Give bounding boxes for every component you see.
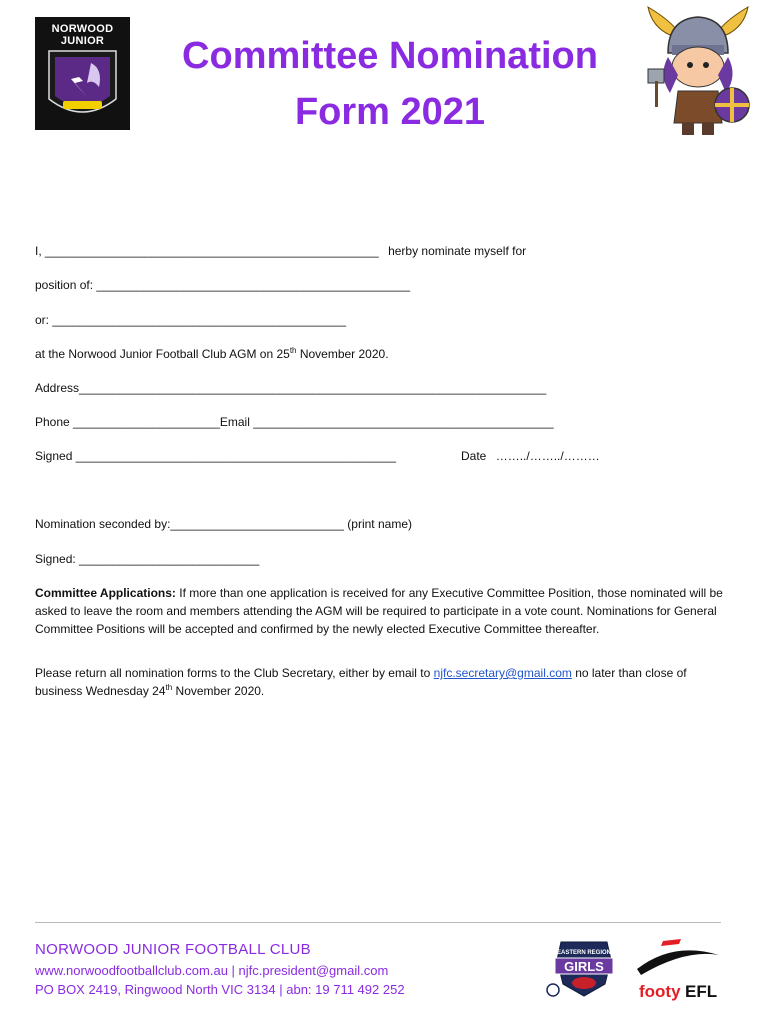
footer-contact: www.norwoodfootballclub.com.au | njfc.president@gmail.com [35, 963, 389, 978]
agm-sup: th [289, 346, 297, 355]
position-field[interactable]: _______________________________________________ [96, 278, 411, 292]
page-title-line1: Committee Nomination [182, 35, 598, 77]
applications-text: If more than one application is received for any Executive Committee Position, those nominated will be asked to leave the room and members attending the AGM will be required to participate in a vote count. Nominations for General Committee Positions will be accepted and confirmed by the newly elected Executive Committee thereafter. [35, 586, 723, 636]
return-text-end: November 2020. [172, 684, 265, 698]
seconder-signature-field[interactable]: ___________________________ [79, 552, 260, 566]
footer-club-name: NORWOOD JUNIOR FOOTBALL CLUB [35, 941, 311, 958]
nominee-suffix: herby nominate myself for [388, 244, 527, 258]
girls-badge-top: EASTERN REGION [556, 950, 612, 956]
seconded-name-field[interactable]: __________________________ [170, 517, 344, 531]
signed-line [35, 448, 396, 464]
nominee-prefix: I, [35, 244, 42, 258]
viking-mascot-image [638, 5, 758, 140]
eastern-region-girls-logo [545, 938, 623, 1000]
or-label: or: [35, 313, 50, 327]
footer-divider [35, 922, 721, 923]
efl-suffix: EFL [685, 982, 718, 1001]
date-field[interactable]: ……../……../……… [495, 449, 600, 463]
date-label: Date [461, 449, 487, 463]
girls-badge-main: GIRLS [564, 959, 604, 974]
address-label: Address [35, 381, 80, 395]
return-sup: th [165, 683, 173, 692]
applications-note [35, 584, 725, 638]
email-label: Email [219, 415, 250, 429]
seconded-suffix: (print name) [347, 517, 412, 531]
address-line [35, 380, 546, 396]
logo-text: NORWOOD JUNIOR [51, 23, 114, 47]
return-note [35, 664, 725, 700]
efl-prefix: footy [639, 982, 681, 1001]
position-label: position of: [35, 278, 94, 292]
position-line [35, 277, 410, 293]
club-logo [35, 17, 130, 130]
nominee-line [35, 243, 526, 259]
signature-field[interactable]: ________________________________________________ [75, 449, 397, 463]
return-text: Please return all nomination forms to the Club Secretary, either by email to [35, 666, 434, 680]
seconder-signed-line [35, 551, 259, 567]
seconded-line [35, 516, 412, 532]
signed-label: Signed [35, 449, 73, 463]
phone-label: Phone [35, 415, 70, 429]
seconder-signed-label: Signed: [35, 552, 76, 566]
nominee-name-field[interactable]: __________________________________________________ [45, 244, 379, 258]
phone-field[interactable]: ______________________ [73, 415, 220, 429]
applications-heading: Committee Applications: [35, 586, 176, 600]
footy-efl-logo [633, 935, 728, 1005]
address-field[interactable]: ______________________________________________________________________ [79, 381, 547, 395]
secretary-email-link[interactable]: njfc.secretary@gmail.com [433, 666, 572, 680]
alt-position-line [35, 312, 346, 328]
alt-position-field[interactable]: ____________________________________________ [52, 313, 347, 327]
date-line [461, 448, 600, 464]
agm-text: at the Norwood Junior Football Club AGM on 25 [35, 347, 290, 361]
agm-text-end: November 2020. [296, 347, 389, 361]
footer-address: PO BOX 2419, Ringwood North VIC 3134 | abn: 19 711 492 252 [35, 982, 405, 997]
email-field[interactable]: _____________________________________________ [253, 415, 554, 429]
agm-statement [35, 346, 389, 362]
return-text-deadline: no later than close of business Wednesday 24 [35, 666, 687, 698]
seconded-label: Nomination seconded by: [35, 517, 171, 531]
phone-email-line [35, 414, 554, 430]
page-title-line2: Form 2021 [294, 91, 486, 133]
